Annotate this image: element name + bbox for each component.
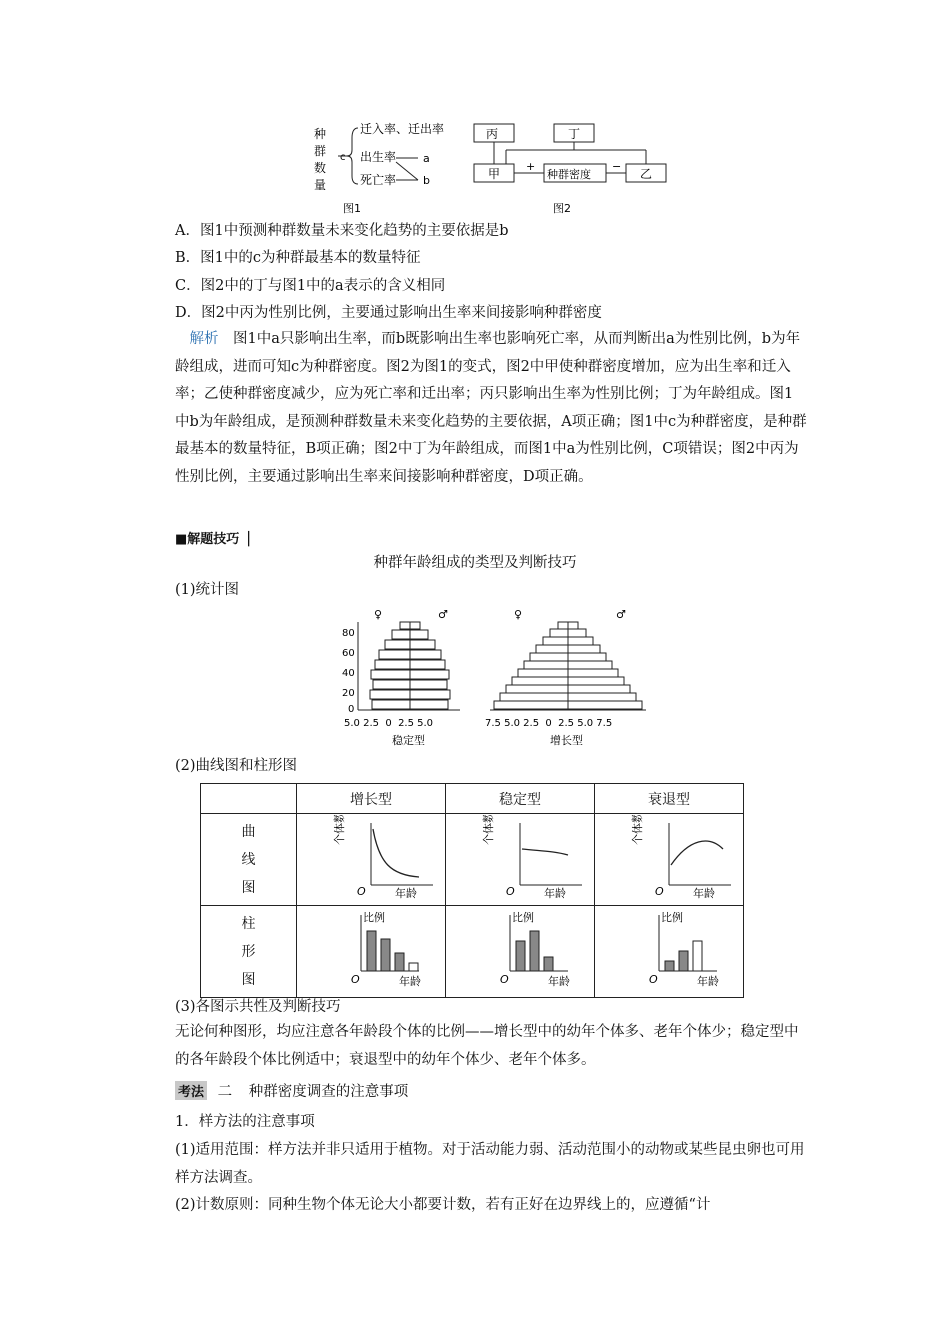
sub-1: (1)统计图 bbox=[175, 582, 240, 598]
svg-text:O: O bbox=[649, 972, 658, 986]
svg-text:年龄: 年龄 bbox=[395, 886, 417, 900]
age-pyramids bbox=[330, 604, 660, 752]
svg-text:年龄: 年龄 bbox=[697, 974, 719, 988]
svg-text:年龄: 年龄 bbox=[693, 886, 715, 900]
item-1-1: (1)适用范围：样方法并非只适用于植物。对于活动能力弱、活动范围小的动物或某些昆虫卵也可用样方法调查。 bbox=[175, 1142, 805, 1186]
table-header-decline: 衰退型 bbox=[595, 784, 744, 814]
svg-text:年龄: 年龄 bbox=[548, 974, 570, 988]
sub-3: (3)各图示共性及判断技巧 bbox=[175, 999, 341, 1015]
method-tag: 考法 bbox=[175, 1081, 207, 1100]
svg-text:O: O bbox=[655, 884, 664, 898]
method-heading bbox=[175, 1080, 408, 1101]
fig2-bing: 丙 bbox=[486, 127, 499, 141]
fig2-caption: 图2 bbox=[553, 202, 571, 215]
y-tick-40: 40 bbox=[342, 668, 355, 679]
row-label-bar: 柱 形 图 bbox=[201, 906, 297, 998]
svg-text:比例: 比例 bbox=[661, 910, 683, 924]
svg-text:个体数: 个体数 bbox=[631, 814, 644, 845]
left-female: ♀ bbox=[374, 608, 383, 621]
item-1: 1．样方法的注意事项 bbox=[175, 1114, 315, 1130]
fig1-row1: 迁入率、迁出率 bbox=[360, 122, 445, 136]
y-tick-80: 80 bbox=[342, 628, 355, 639]
y-tick-60: 60 bbox=[342, 648, 355, 659]
fig2-jia: 甲 bbox=[488, 167, 501, 181]
svg-text:比例: 比例 bbox=[363, 910, 385, 924]
fig2-density: 种群密度 bbox=[547, 168, 591, 181]
svg-text:比例: 比例 bbox=[512, 910, 534, 924]
right-x-ticks: 7.5 5.0 2.5 0 2.5 5.0 7.5 bbox=[485, 718, 613, 729]
svg-text:个体数: 个体数 bbox=[482, 814, 495, 845]
left-male: ♂ bbox=[438, 608, 448, 621]
option-a: A．图1中预测种群数量未来变化趋势的主要依据是b bbox=[175, 223, 509, 239]
tip-header: ■解题技巧▕ bbox=[175, 532, 250, 547]
row-label-curve: 曲 线 图 bbox=[201, 814, 297, 906]
table-header-empty bbox=[201, 784, 297, 814]
tip-title: 种群年龄组成的类型及判断技巧 bbox=[373, 555, 577, 571]
fig1-vertical-label-0: 种 bbox=[314, 127, 327, 141]
fig2 bbox=[474, 124, 666, 215]
fig2-plus: + bbox=[526, 160, 536, 173]
common-text: 无论何种图形，均应注意各年龄段个体的比例——增长型中的幼年个体多、老年个体少；稳定型中的各年龄段个体比例适中；衰退型中的幼年个体少、老年个体多。 bbox=[175, 1024, 799, 1068]
left-x-ticks: 5.0 2.5 0 2.5 5.0 bbox=[344, 718, 434, 729]
fig2-ding: 丁 bbox=[568, 127, 581, 141]
left-caption: 稳定型 bbox=[392, 734, 425, 747]
fig1-b-label: b bbox=[423, 174, 430, 187]
method-title: 种群密度调查的注意事项 bbox=[248, 1084, 409, 1100]
fig1-arrow-b1 bbox=[396, 162, 418, 180]
curve-decline bbox=[595, 814, 744, 906]
option-d: D．图2中丙为性别比例，主要通过影响出生率来间接影响种群密度 bbox=[175, 305, 602, 321]
fig1 bbox=[314, 121, 444, 215]
figure-1-2 bbox=[300, 118, 700, 218]
analysis bbox=[175, 326, 807, 491]
bar-growth bbox=[297, 906, 446, 998]
table-header-growth: 增长型 bbox=[297, 784, 446, 814]
svg-text:年龄: 年龄 bbox=[399, 974, 421, 988]
fig1-row2: 出生率 bbox=[360, 150, 397, 164]
fig1-a-label: a bbox=[423, 152, 430, 165]
bar-decline bbox=[595, 906, 744, 998]
fig1-caption: 图1 bbox=[343, 202, 361, 215]
fig1-vertical-label-1: 群 bbox=[314, 144, 327, 158]
age-structure-table bbox=[200, 783, 744, 998]
svg-text:年龄: 年龄 bbox=[544, 886, 566, 900]
fig1-c-label: c bbox=[340, 152, 346, 163]
item-1-2: (2)计数原则：同种生物个体无论大小都要计数，若有正好在边界线上的，应遵循“计 bbox=[175, 1197, 711, 1213]
analysis-label: 解析 bbox=[189, 331, 219, 347]
fig1-vertical-label-3: 量 bbox=[314, 178, 327, 192]
svg-text:个体数: 个体数 bbox=[333, 814, 346, 845]
table-header-stable: 稳定型 bbox=[446, 784, 595, 814]
svg-text:O: O bbox=[357, 884, 366, 898]
bar-stable bbox=[446, 906, 595, 998]
fig1-row3: 死亡率 bbox=[360, 173, 397, 187]
right-caption: 增长型 bbox=[550, 734, 583, 747]
curve-stable bbox=[446, 814, 595, 906]
y-tick-20: 20 bbox=[342, 688, 355, 699]
sub-2: (2)曲线图和柱形图 bbox=[175, 758, 298, 774]
fig1-vertical-label-2: 数 bbox=[314, 161, 327, 175]
y-tick-0: 0 bbox=[348, 704, 355, 715]
right-male: ♂ bbox=[616, 608, 626, 621]
curve-growth bbox=[297, 814, 446, 906]
svg-text:O: O bbox=[500, 972, 509, 986]
svg-text:O: O bbox=[506, 884, 515, 898]
svg-text:O: O bbox=[351, 972, 360, 986]
option-c: C．图2中的丁与图1中的a表示的含义相同 bbox=[175, 278, 446, 294]
fig2-minus: − bbox=[612, 160, 622, 173]
fig2-yi: 乙 bbox=[640, 167, 653, 181]
right-female: ♀ bbox=[514, 608, 523, 621]
method-number: 二 bbox=[217, 1084, 233, 1100]
fig1-brace bbox=[347, 128, 358, 184]
analysis-text: 图1中a只影响出生率，而b既影响出生率也影响死亡率，从而判断出a为性别比例，b为年龄组成，进而可知c为种群密度。图2为图1的变式，图2中甲使种群密度增加，应为出生率和迁入率；乙使种群密度减少，应为死亡率和迁出率；丙只影响出生率为性别比例；丁为年龄组成。图1中b为年龄组成，是预测种群数量未来变化趋势的主要依据，A项正确；图1中c为种群密度，是种群最基本的数量特征，B项正确；图2中丁为年龄组成，而图1中a为性别比例，C项错误；图2中丙为性别比例，主要通过影响出生率来间接影响种群密度，D项正确。 bbox=[175, 331, 807, 485]
option-b: B．图1中的c为种群最基本的数量特征 bbox=[175, 250, 421, 266]
